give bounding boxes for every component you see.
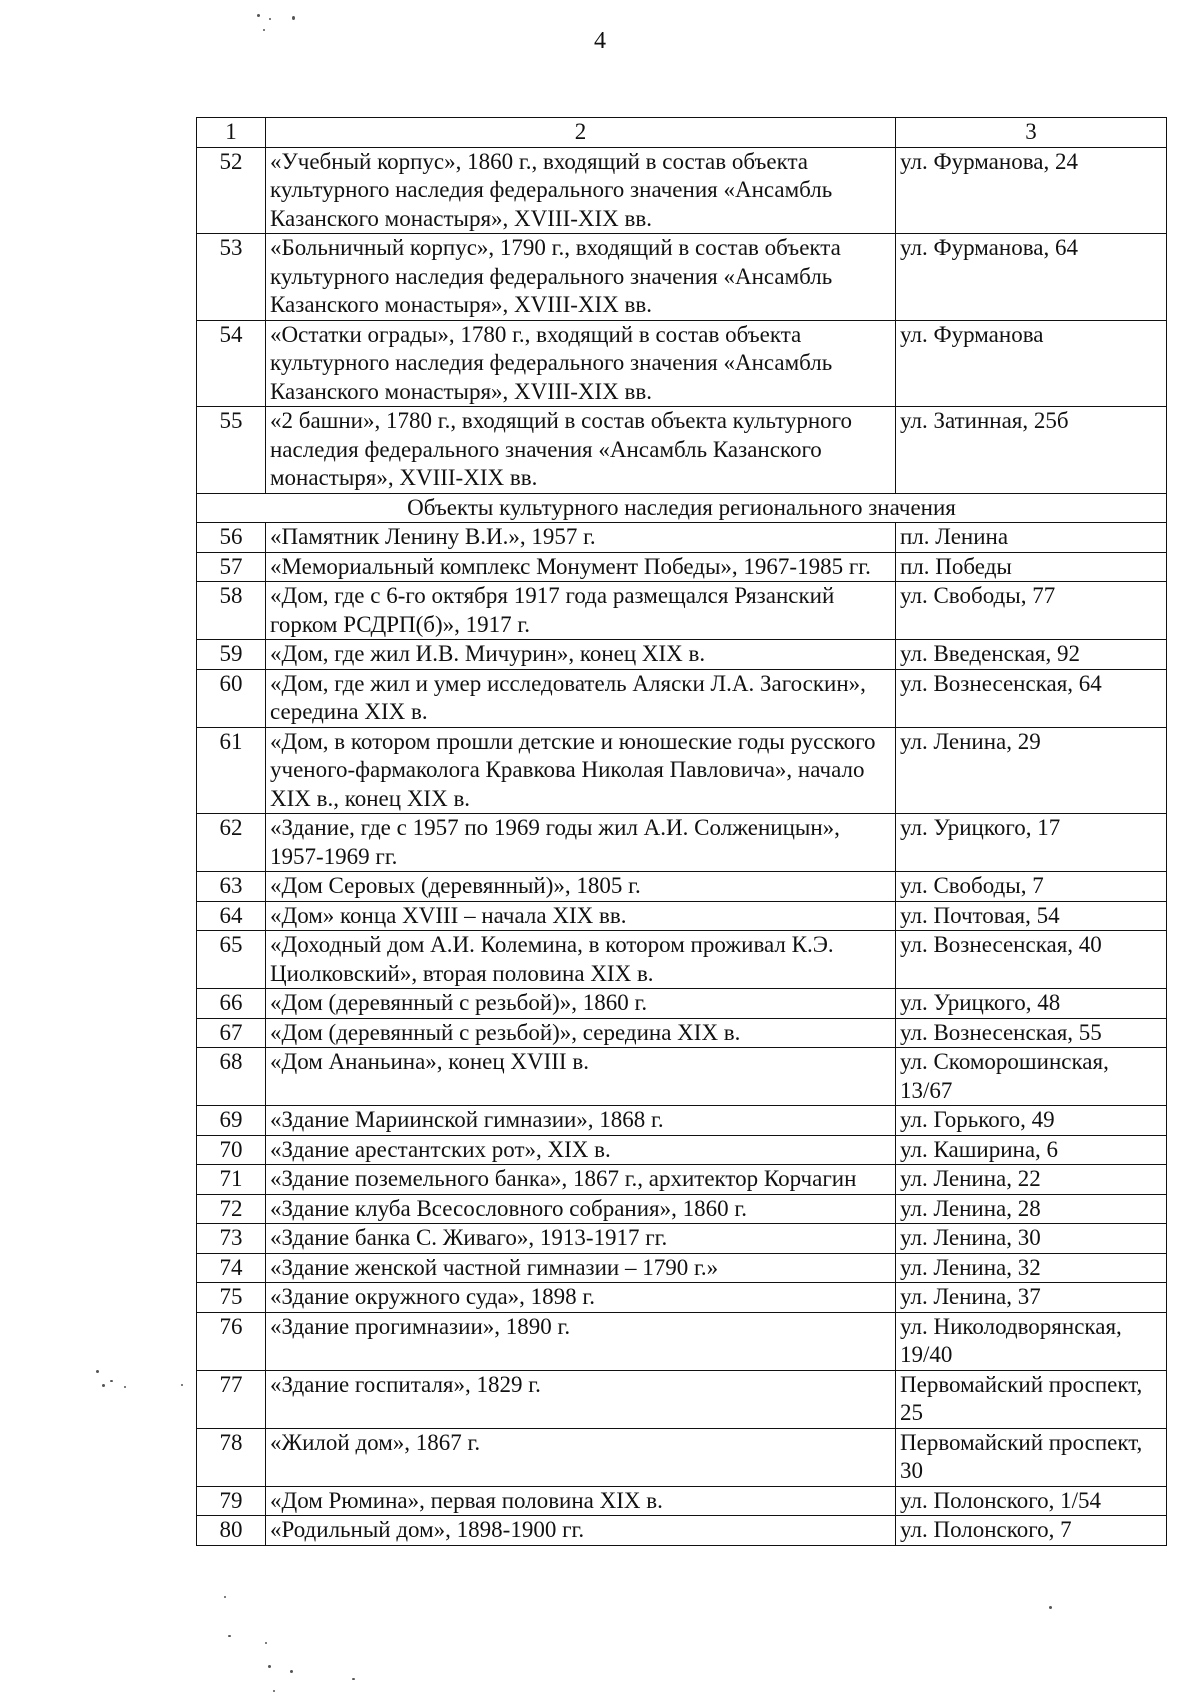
- object-name-cell: «Дом (деревянный с резьбой)», середина XIX в.: [266, 1018, 896, 1048]
- row-number-cell: 58: [197, 582, 266, 640]
- table-row: [197, 582, 1167, 640]
- object-address-cell: ул. Фурманова: [896, 320, 1167, 407]
- row-number-cell: 66: [197, 989, 266, 1019]
- row-number-cell: 74: [197, 1253, 266, 1283]
- object-name-cell: «Дом, в котором прошли детские и юношеские годы русского ученого-фармаколога Кравкова Николая Павловича», начало XIX в., конец XIX в.: [266, 727, 896, 814]
- row-number-cell: 62: [197, 814, 266, 872]
- object-address-cell: ул. Полонского, 7: [896, 1516, 1167, 1546]
- row-number-cell: 72: [197, 1194, 266, 1224]
- object-address-cell: ул. Фурманова, 24: [896, 147, 1167, 234]
- scan-speck: [352, 1678, 355, 1680]
- column-header-address: 3: [896, 118, 1167, 148]
- object-address-cell: ул. Свободы, 77: [896, 582, 1167, 640]
- table-row: [197, 523, 1167, 553]
- table-row: [197, 669, 1167, 727]
- table-row: [197, 320, 1167, 407]
- object-name-cell: «Здание клуба Всесословного собрания», 1860 г.: [266, 1194, 896, 1224]
- table-row: [197, 234, 1167, 321]
- object-address-cell: ул. Ленина, 28: [896, 1194, 1167, 1224]
- object-name-cell: «Здание Мариинской гимназии», 1868 г.: [266, 1106, 896, 1136]
- object-address-cell: ул. Скоморошинская, 13/67: [896, 1048, 1167, 1106]
- table-row: [197, 552, 1167, 582]
- table-header-row: [197, 118, 1167, 148]
- object-address-cell: ул. Фурманова, 64: [896, 234, 1167, 321]
- object-address-cell: пл. Победы: [896, 552, 1167, 582]
- table-row: [197, 147, 1167, 234]
- scan-speck: [224, 1596, 226, 1598]
- object-name-cell: «Здание окружного суда», 1898 г.: [266, 1283, 896, 1313]
- table-row: [197, 1018, 1167, 1048]
- heritage-objects-table: [196, 117, 1167, 1546]
- object-address-cell: ул. Полонского, 1/54: [896, 1486, 1167, 1516]
- object-address-cell: ул. Горького, 49: [896, 1106, 1167, 1136]
- object-address-cell: пл. Ленина: [896, 523, 1167, 553]
- object-name-cell: «Здание поземельного банка», 1867 г., архитектор Корчагин: [266, 1165, 896, 1195]
- object-name-cell: «Дом Ананьина», конец XVIII в.: [266, 1048, 896, 1106]
- row-number-cell: 54: [197, 320, 266, 407]
- scan-speck: [124, 1386, 126, 1388]
- row-number-cell: 80: [197, 1516, 266, 1546]
- table-row: [197, 989, 1167, 1019]
- row-number-cell: 56: [197, 523, 266, 553]
- object-address-cell: ул. Свободы, 7: [896, 872, 1167, 902]
- scan-speck: [110, 1380, 113, 1382]
- page-number: 4: [594, 28, 606, 54]
- object-name-cell: «Здание, где с 1957 по 1969 годы жил А.И. Солженицын», 1957-1969 гг.: [266, 814, 896, 872]
- column-header-number: 1: [197, 118, 266, 148]
- object-name-cell: «Доходный дом А.И. Колемина, в котором проживал К.Э. Циолковский», вторая половина XIX в.: [266, 931, 896, 989]
- table-row: [197, 1165, 1167, 1195]
- row-number-cell: 68: [197, 1048, 266, 1106]
- table-row: [197, 1194, 1167, 1224]
- scan-speck: [265, 1642, 267, 1644]
- table-row: [197, 1370, 1167, 1428]
- object-name-cell: «Здание арестантских рот», XIX в.: [266, 1135, 896, 1165]
- object-name-cell: «Учебный корпус», 1860 г., входящий в состав объекта культурного наследия федерального значения «Ансамбль Казанского монастыря», XVIII-XIX вв.: [266, 147, 896, 234]
- table-row: [197, 1135, 1167, 1165]
- object-name-cell: «Памятник Ленину В.И.», 1957 г.: [266, 523, 896, 553]
- object-name-cell: «Дом Серовых (деревянный)», 1805 г.: [266, 872, 896, 902]
- row-number-cell: 65: [197, 931, 266, 989]
- scan-speck: [228, 1635, 231, 1637]
- object-address-cell: ул. Введенская, 92: [896, 640, 1167, 670]
- table-row: [197, 1253, 1167, 1283]
- scan-speck: [292, 16, 295, 20]
- object-name-cell: «Здание банка С. Живаго», 1913-1917 гг.: [266, 1224, 896, 1254]
- row-number-cell: 77: [197, 1370, 266, 1428]
- table-row: [197, 1312, 1167, 1370]
- scan-speck: [290, 1670, 293, 1673]
- object-name-cell: «Здание прогимназии», 1890 г.: [266, 1312, 896, 1370]
- object-name-cell: «Дом» конца XVIII – начала XIX вв.: [266, 901, 896, 931]
- object-address-cell: ул. Ленина, 32: [896, 1253, 1167, 1283]
- row-number-cell: 73: [197, 1224, 266, 1254]
- object-address-cell: ул. Вознесенская, 40: [896, 931, 1167, 989]
- object-name-cell: «Здание госпиталя», 1829 г.: [266, 1370, 896, 1428]
- object-address-cell: ул. Урицкого, 17: [896, 814, 1167, 872]
- object-address-cell: Первомайский проспект, 30: [896, 1428, 1167, 1486]
- object-name-cell: «Здание женской частной гимназии – 1790 г.»: [266, 1253, 896, 1283]
- object-name-cell: «Родильный дом», 1898-1900 гг.: [266, 1516, 896, 1546]
- object-address-cell: ул. Ленина, 37: [896, 1283, 1167, 1313]
- object-name-cell: «2 башни», 1780 г., входящий в состав объекта культурного наследия федерального значения «Ансамбль Казанского монастыря», XVIII-XIX вв.: [266, 407, 896, 494]
- table-row: [197, 1486, 1167, 1516]
- section-row: [197, 493, 1167, 523]
- object-name-cell: «Остатки ограды», 1780 г., входящий в состав объекта культурного наследия федерального значения «Ансамбль Казанского монастыря», XVIII-XIX вв.: [266, 320, 896, 407]
- table-row: [197, 640, 1167, 670]
- object-name-cell: «Дом Рюмина», первая половина XIX в.: [266, 1486, 896, 1516]
- row-number-cell: 76: [197, 1312, 266, 1370]
- row-number-cell: 71: [197, 1165, 266, 1195]
- row-number-cell: 60: [197, 669, 266, 727]
- scan-speck: [263, 29, 265, 31]
- object-name-cell: «Дом (деревянный с резьбой)», 1860 г.: [266, 989, 896, 1019]
- row-number-cell: 64: [197, 901, 266, 931]
- scan-speck: [1049, 1606, 1052, 1609]
- object-address-cell: ул. Вознесенская, 55: [896, 1018, 1167, 1048]
- scan-speck: [181, 1384, 183, 1386]
- table-row: [197, 931, 1167, 989]
- table-row: [197, 814, 1167, 872]
- object-address-cell: ул. Каширина, 6: [896, 1135, 1167, 1165]
- row-number-cell: 67: [197, 1018, 266, 1048]
- scan-speck: [257, 14, 260, 17]
- object-name-cell: «Дом, где жил и умер исследователь Аляски Л.А. Загоскин», середина XIX в.: [266, 669, 896, 727]
- table-row: [197, 1428, 1167, 1486]
- scan-speck: [273, 1690, 275, 1692]
- object-address-cell: ул. Ленина, 22: [896, 1165, 1167, 1195]
- table-row: [197, 1516, 1167, 1546]
- row-number-cell: 79: [197, 1486, 266, 1516]
- object-address-cell: ул. Ленина, 30: [896, 1224, 1167, 1254]
- row-number-cell: 61: [197, 727, 266, 814]
- table-row: [197, 1048, 1167, 1106]
- scan-speck: [269, 18, 271, 20]
- table-row: [197, 872, 1167, 902]
- row-number-cell: 69: [197, 1106, 266, 1136]
- row-number-cell: 55: [197, 407, 266, 494]
- row-number-cell: 75: [197, 1283, 266, 1313]
- scan-speck: [102, 1384, 105, 1387]
- object-name-cell: «Дом, где жил И.В. Мичурин», конец XIX в.: [266, 640, 896, 670]
- table-row: [197, 1283, 1167, 1313]
- table-row: [197, 1224, 1167, 1254]
- row-number-cell: 59: [197, 640, 266, 670]
- table-row: [197, 727, 1167, 814]
- object-name-cell: «Дом, где с 6-го октября 1917 года размещался Рязанский горком РСДРП(б)», 1917 г.: [266, 582, 896, 640]
- object-address-cell: ул. Урицкого, 48: [896, 989, 1167, 1019]
- table-row: [197, 1106, 1167, 1136]
- column-header-name: 2: [266, 118, 896, 148]
- section-title: Объекты культурного наследия регионального значения: [197, 493, 1167, 523]
- object-name-cell: «Мемориальный комплекс Монумент Победы», 1967-1985 гг.: [266, 552, 896, 582]
- object-address-cell: ул. Николодворянская, 19/40: [896, 1312, 1167, 1370]
- row-number-cell: 70: [197, 1135, 266, 1165]
- table-row: [197, 901, 1167, 931]
- row-number-cell: 57: [197, 552, 266, 582]
- row-number-cell: 63: [197, 872, 266, 902]
- object-address-cell: ул. Почтовая, 54: [896, 901, 1167, 931]
- object-address-cell: Первомайский проспект, 25: [896, 1370, 1167, 1428]
- object-address-cell: ул. Затинная, 25б: [896, 407, 1167, 494]
- row-number-cell: 53: [197, 234, 266, 321]
- object-address-cell: ул. Ленина, 29: [896, 727, 1167, 814]
- scan-speck: [268, 1665, 271, 1668]
- row-number-cell: 78: [197, 1428, 266, 1486]
- object-name-cell: «Жилой дом», 1867 г.: [266, 1428, 896, 1486]
- table-row: [197, 407, 1167, 494]
- row-number-cell: 52: [197, 147, 266, 234]
- object-address-cell: ул. Вознесенская, 64: [896, 669, 1167, 727]
- object-name-cell: «Больничный корпус», 1790 г., входящий в состав объекта культурного наследия федерального значения «Ансамбль Казанского монастыря», XVIII-XIX вв.: [266, 234, 896, 321]
- scan-speck: [96, 1370, 99, 1373]
